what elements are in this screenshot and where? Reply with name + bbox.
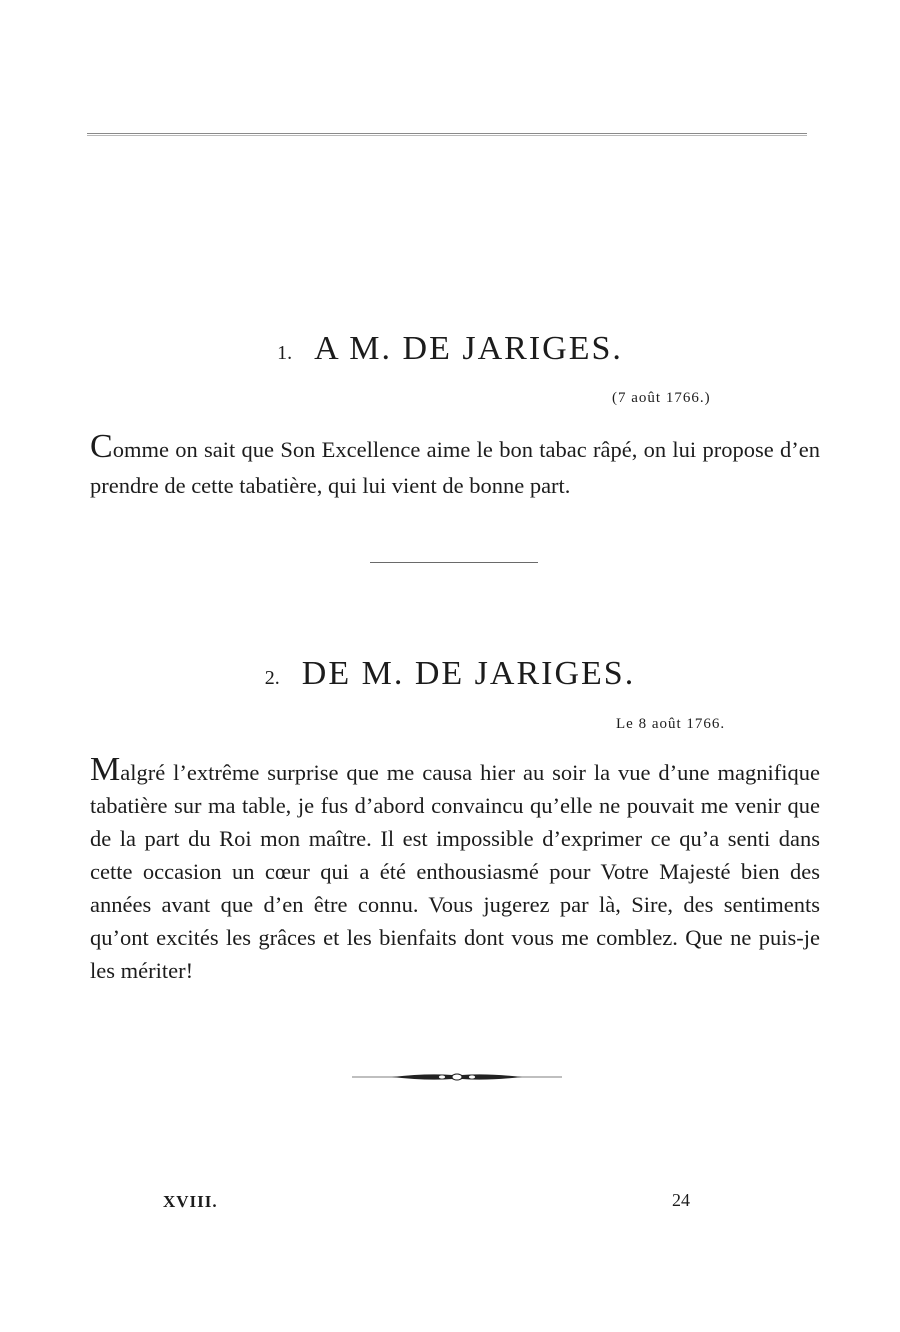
letter-1-body	[90, 428, 820, 504]
letter-2-drop-cap: M	[90, 751, 121, 788]
letter-1-number: 1.	[277, 342, 293, 364]
footer-signature: 24	[672, 1190, 690, 1210]
letter-2-text: algré l’extrême surprise que me causa hier au soir la vue d’une magnifique tabatière sur ma table, je fus d’abord convaincu qu’elle ne pouvait me venir que de la part du Roi mon maître. Il est impossible d’exprimer ce qu’a senti dans cette occasion un cœur qui a été enthousiasmé pour Votre Majesté bien des années avant que d’en être connu. Vous jugerez par là, Sire, des sentiments qu’ont excités les grâces et les bienfaits dont vous me comblez. Que ne puis-je les mériter!	[90, 760, 820, 983]
footer-volume: XVIII.	[163, 1192, 218, 1211]
letter-1-title: A M. DE JARIGES.	[314, 330, 623, 367]
letter-1-drop-cap: C	[90, 428, 113, 465]
end-ornament-icon	[352, 1068, 562, 1086]
letter-1-heading	[0, 330, 900, 368]
letter-2-title: DE M. DE JARIGES.	[301, 655, 636, 692]
letter-2-body	[90, 751, 820, 987]
letter-2-number: 2.	[264, 667, 280, 689]
letter-2-date: Le 8 août 1766.	[616, 716, 726, 732]
letter-2-heading	[0, 655, 900, 693]
section-divider	[370, 562, 538, 563]
top-rule	[87, 133, 807, 136]
letter-1-date: (7 août 1766.)	[612, 390, 711, 406]
letter-1-text: omme on sait que Son Excellence aime le bon tabac râpé, on lui propose d’en prendre de cette tabatière, qui lui vient de bonne part.	[90, 437, 820, 498]
